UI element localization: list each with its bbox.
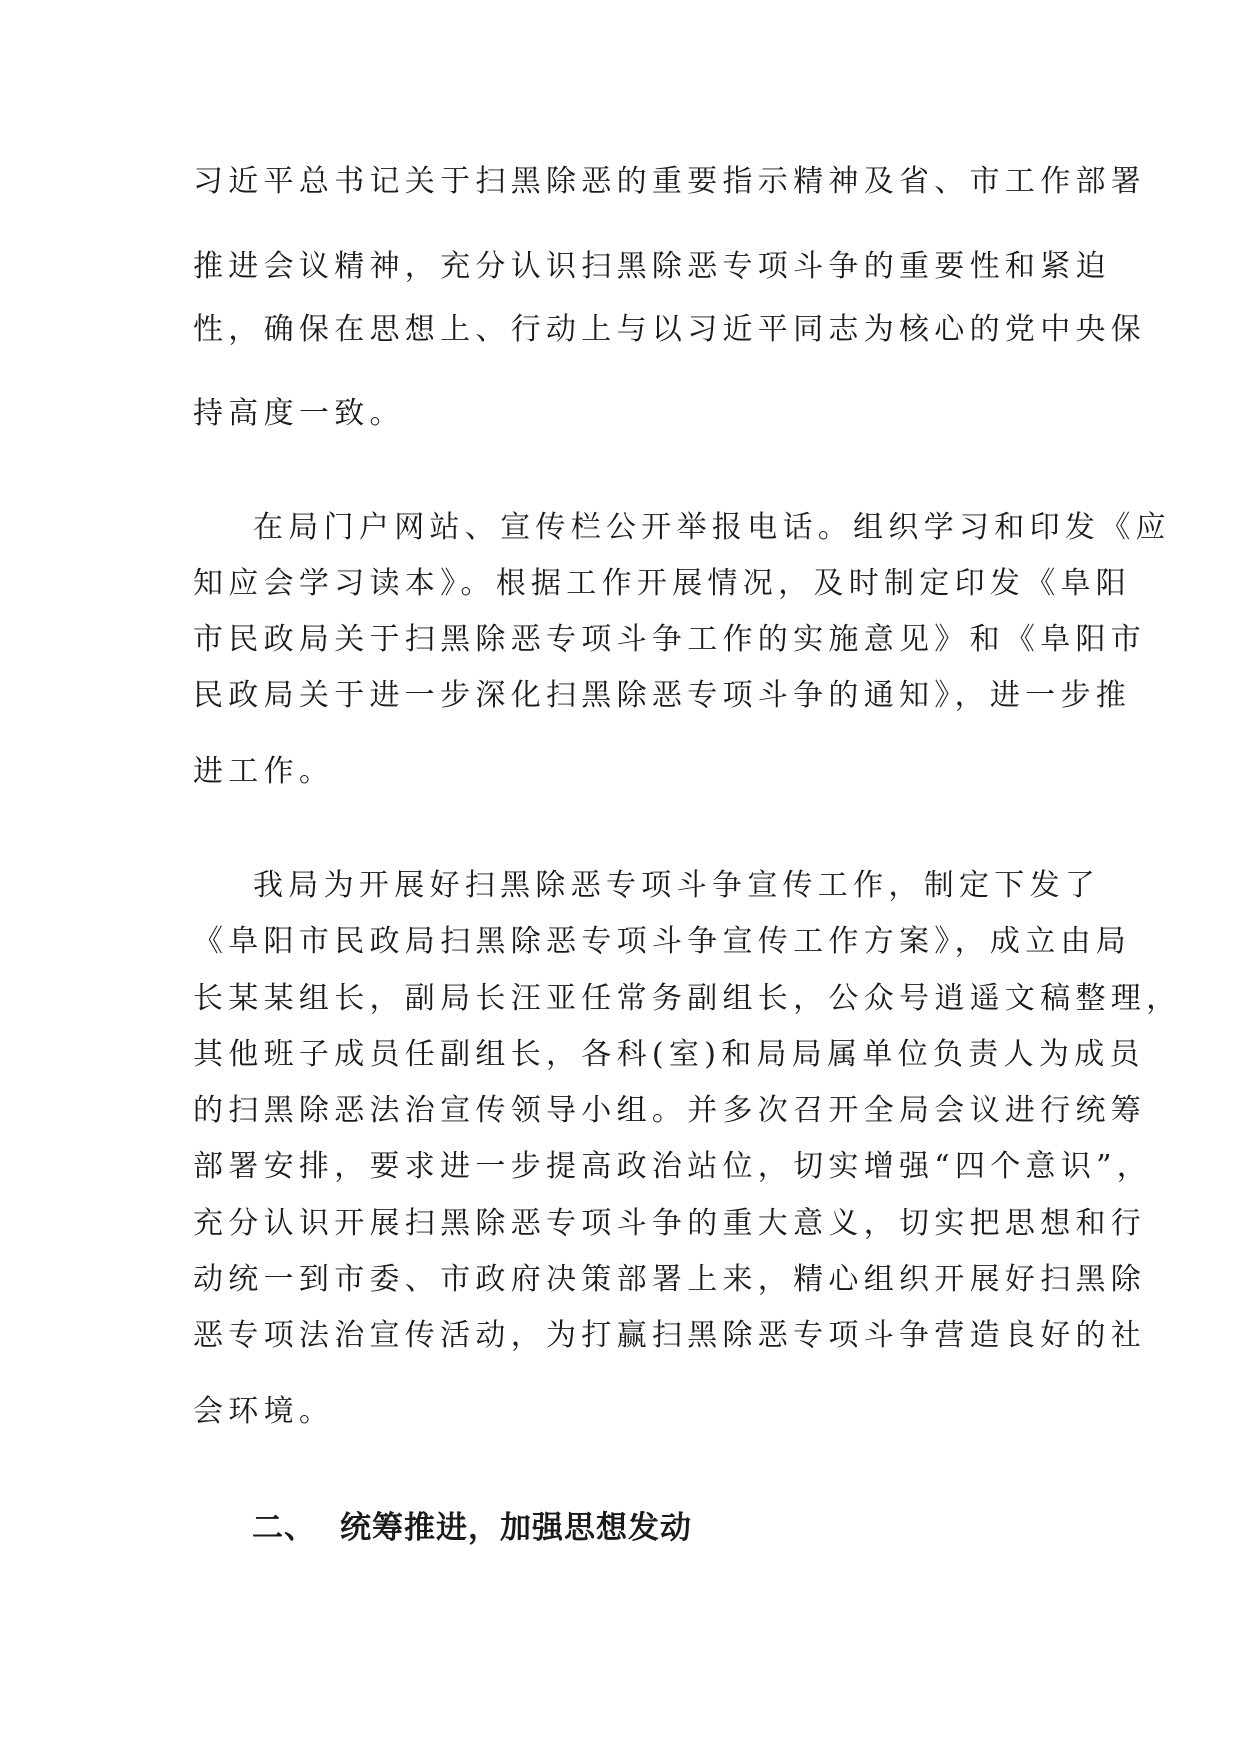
paragraph-3-line-2: 《阜阳市民政局扫黑除恶专项斗争宣传工作方案》，成立由局 (193, 924, 1132, 959)
paragraph-3-line-7: 充分认识开展扫黑除恶专项斗争的重大意义，切实把思想和行 (193, 1206, 1147, 1241)
paragraph-3-line-6: 部署安排，要求进一步提高政治站位，切实增强“四个意识”， (193, 1149, 1153, 1184)
paragraph-3-line-9: 恶专项法治宣传活动，为打赢扫黑除恶专项斗争营造良好的社 (193, 1318, 1147, 1353)
section-heading-number: 二、 (252, 1510, 316, 1546)
paragraph-2-line-3: 市民政局关于扫黑除恶专项斗争工作的实施意见》和《阜阳市 (193, 622, 1147, 657)
paragraph-3-line-5: 的扫黑除恶法治宣传领导小组。并多次召开全局会议进行统筹 (193, 1093, 1147, 1128)
section-heading-text: 统筹推进，加强思想发动 (340, 1510, 692, 1546)
paragraph-2-line-5: 进工作。 (193, 754, 335, 789)
section-heading (252, 1508, 692, 1548)
paragraph-1-line-1: 习近平总书记关于扫黑除恶的重要指示精神及省、市工作部署 (193, 164, 1147, 199)
paragraph-1-line-4: 持高度一致。 (193, 396, 405, 431)
paragraph-3-line-8: 动统一到市委、市政府决策部署上来，精心组织开展好扫黑除 (193, 1262, 1147, 1297)
paragraph-2-line-2: 知应会学习读本》。根据工作开展情况，及时制定印发《阜阳 (193, 566, 1132, 601)
paragraph-1-line-3: 性，确保在思想上、行动上与以习近平同志为核心的党中央保 (193, 312, 1147, 347)
paragraph-1-line-2: 推进会议精神，充分认识扫黑除恶专项斗争的重要性和紧迫 (193, 249, 1111, 284)
paragraph-2-line-4: 民政局关于进一步深化扫黑除恶专项斗争的通知》，进一步推 (193, 678, 1132, 713)
paragraph-3-line-10: 会环境。 (193, 1394, 335, 1429)
paragraph-3-line-4: 其他班子成员任副组长，各科(室)和局局属单位负责人为成员 (193, 1037, 1145, 1072)
paragraph-3-line-1: 我局为开展好扫黑除恶专项斗争宣传工作，制定下发了 (253, 868, 1101, 903)
paragraph-3-line-3: 长某某组长，副局长汪亚任常务副组长，公众号逍遥文稿整理， (193, 981, 1182, 1016)
paragraph-2-line-1: 在局门户网站、宣传栏公开举报电话。组织学习和印发《应 (253, 510, 1171, 545)
